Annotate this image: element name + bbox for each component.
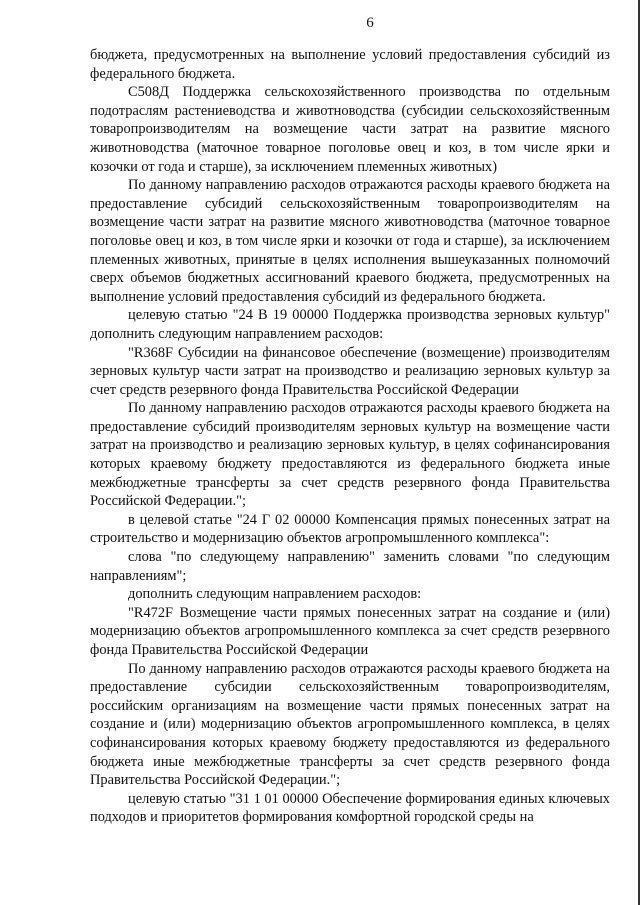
paragraph-7: в целевой статье "24 Г 02 00000 Компенсация прямых понесенных затрат на строительство и модернизацию объектов агропромышленного комплекса": [90,511,610,547]
paragraph-8: слова "по следующему направлению" заменить словами "по следующим направлениям"; [90,549,610,584]
paragraph-11: По данному направлению расходов отражаются расходы краевого бюджета на предоставление субсидии сельскохозяйственным товаропроизводителям, российским организациям на возмещение части прямых понесенных затрат на создание и (или) модернизацию объектов агропромышленного комплекса, в целях софинансирования которых краевому бюджету предоставляются из федерального бюджета иные межбюджетные трансферты за счет средств резервного фонда Правительства Российской Федерации."; [90,660,610,789]
paragraph-3: По данному направлению расходов отражаются расходы краевого бюджета на предоставление субсидий сельскохозяйственным товаропроизводителям на возмещение части затрат на развитие мясного животноводства (маточное товарное поголовье овец и коз, в том числе ярки и козочки от года и старше), за исключением племенных животных, принятые в целях исполнения вышеуказанных полномочий сверх объемов бюджетных ассигнований краевого бюджета, предусмотренных на выполнение условий предоставления субсидий из федерального бюджета. [90,177,610,305]
paragraph-4: целевую статью "24 В 19 00000 Поддержка производства зерновых культур" дополнить следующим направлением расходов: [90,307,610,342]
document-body [90,46,610,827]
paragraph-10: "R472F Возмещение части прямых понесенных затрат на создание и (или) модернизацию объектов агропромышленного комплекса за счет средств резервного фонда Правительства Российской Федерации [90,604,610,658]
paragraph-2: С508Д Поддержка сельскохозяйственного производства по отдельным подотраслям растениеводства и животноводства (субсидии сельскохозяйственным товаропроизводителям на возмещение части затрат на развитие мясного животноводства (маточное товарное поголовье овец и коз, в том числе ярки и козочки от года и старше), за исключением племенных животных) [90,84,610,175]
paragraph-5: "R368F Субсидии на финансовое обеспечение (возмещение) производителям зерновых культур части затрат на производство и реализацию зерновых культур за счет средств резервного фонда Правительства Российской Федерации [90,344,610,398]
paragraph-9: дополнить следующим направлением расходов: [128,586,422,603]
page-number: 6 [366,15,374,31]
paragraph-6: По данному направлению расходов отражаются расходы краевого бюджета на предоставление субсидий производителям зерновых культур на возмещение части затрат на производство и реализацию зерновых культур, в целях софинансирования которых краевому бюджету предоставляются из федерального бюджета иные межбюджетные трансферты за счет средств резервного фонда Правительства Российской Федерации."; [90,400,610,510]
paragraph-12: целевую статью "31 1 01 00000 Обеспечение формирования единых ключевых подходов и приоритетов формирования комфортной городской среды на [90,790,610,826]
paragraph-1: бюджета, предусмотренных на выполнение условий предоставления субсидий из федерального бюджета. [90,47,610,82]
